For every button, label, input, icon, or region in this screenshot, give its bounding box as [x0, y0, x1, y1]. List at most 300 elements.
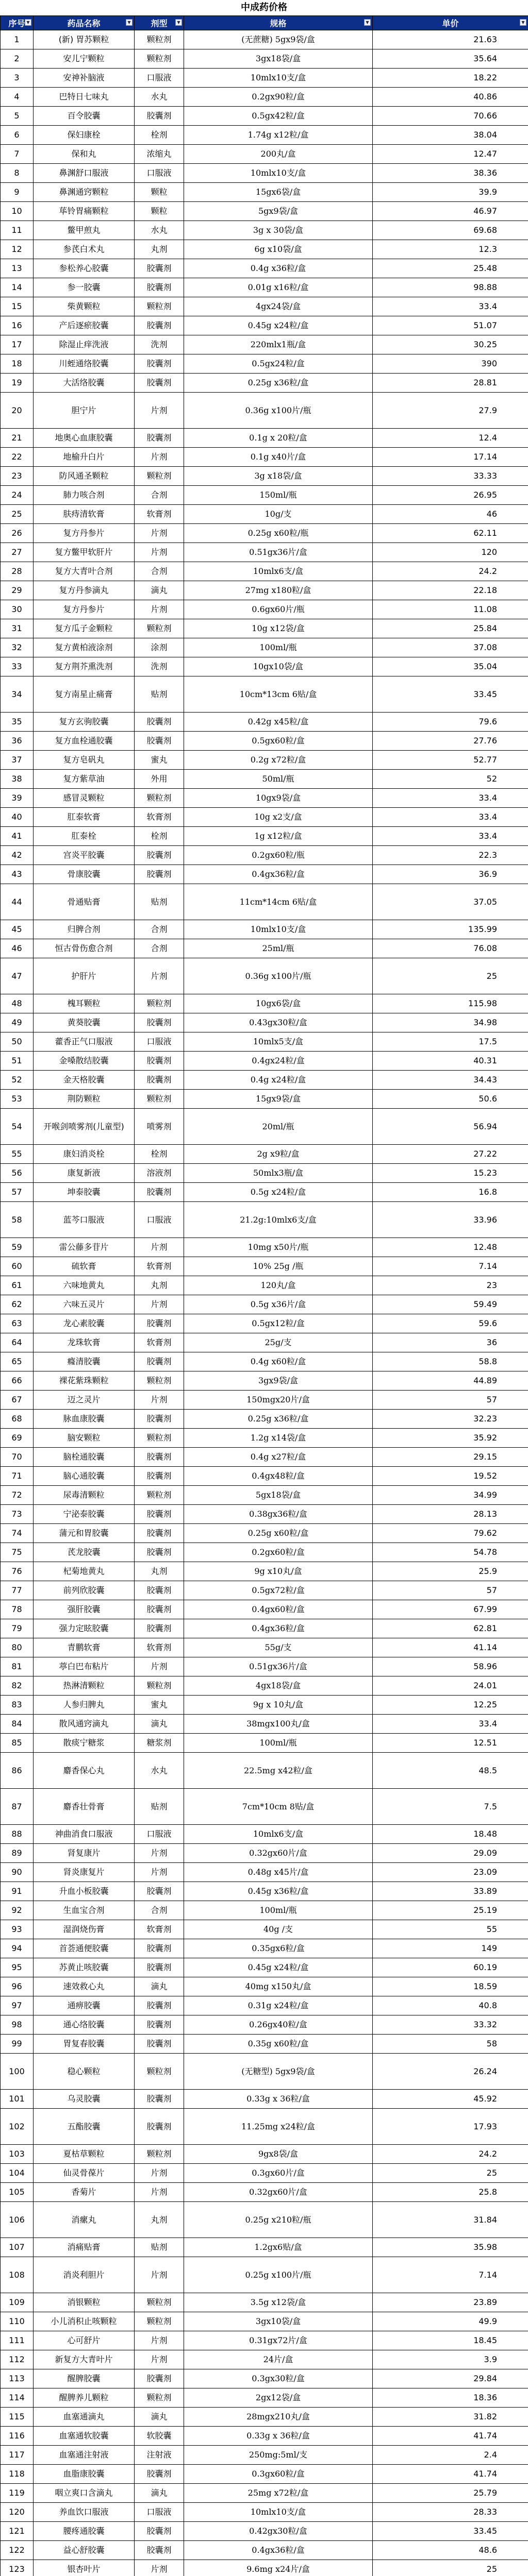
cell-form: 胶囊剂	[135, 107, 184, 126]
cell-name: 百令胶囊	[34, 107, 135, 126]
cell-form: 胶囊剂	[135, 2541, 184, 2560]
cell-price: 40.86	[373, 88, 528, 107]
cell-form: 滴丸	[135, 581, 184, 600]
cell-price: 40.8	[373, 1996, 528, 2015]
cell-spec: 0.4gx48粒/盒	[184, 1467, 373, 1486]
cell-spec: 10mlx6支/盒	[184, 562, 373, 581]
cell-spec: 0.3gx60片/盒	[184, 2164, 373, 2183]
table-row	[1, 2350, 528, 2369]
cell-price: 34.43	[373, 1071, 528, 1090]
cell-no: 98	[1, 2015, 34, 2035]
cell-name: 血塞通滴丸	[34, 2408, 135, 2427]
cell-form: 片剂	[135, 958, 184, 994]
cell-form: 软膏剂	[135, 808, 184, 827]
cell-form: 合剂	[135, 1901, 184, 1920]
cell-name: 尿毒清颗粒	[34, 1486, 135, 1505]
cell-name: 脉血康胶囊	[34, 1410, 135, 1429]
cell-price: 33.4	[373, 827, 528, 846]
filter-dropdown-icon[interactable]: ▼	[364, 19, 371, 26]
cell-name: 升血小板胶囊	[34, 1882, 135, 1901]
cell-name: 防风通圣颗粒	[34, 467, 135, 486]
table-row	[1, 1276, 528, 1295]
cell-price: 15.23	[373, 1164, 528, 1183]
cell-spec: 9g x 10丸/盒	[184, 1696, 373, 1715]
cell-form: 颗粒剂	[135, 297, 184, 316]
cell-spec: 0.2gx60粒/盒	[184, 1543, 373, 1562]
cell-spec: 10mg x50片/瓶	[184, 1238, 373, 1257]
table-row	[1, 2465, 528, 2484]
table-row	[1, 1939, 528, 1958]
cell-form: 胶囊剂	[135, 2015, 184, 2035]
cell-no: 30	[1, 600, 34, 619]
cell-name: 麝香保心丸	[34, 1753, 135, 1789]
cell-form: 软膏剂	[135, 1638, 184, 1657]
cell-no: 57	[1, 1183, 34, 1202]
cell-no: 42	[1, 846, 34, 865]
cell-spec: 7cm*10cm 8贴/盒	[184, 1789, 373, 1825]
cell-spec: 11cm*14cm 6贴/盒	[184, 884, 373, 920]
cell-form: 片剂	[135, 2331, 184, 2350]
cell-spec: 0.32gx60片/盒	[184, 1844, 373, 1863]
cell-price: 33.4	[373, 1715, 528, 1734]
cell-form: 滴丸	[135, 1715, 184, 1734]
table-row	[1, 2446, 528, 2465]
cell-name: 参松养心胶囊	[34, 259, 135, 278]
cell-spec: 5gx18袋/盒	[184, 1486, 373, 1505]
table-row	[1, 429, 528, 448]
cell-name: 藿香正气口服液	[34, 1032, 135, 1052]
cell-no: 115	[1, 2408, 34, 2427]
cell-name: 康复新液	[34, 1164, 135, 1183]
cell-form: 胶囊剂	[135, 1052, 184, 1071]
cell-form: 胶囊剂	[135, 259, 184, 278]
cell-form: 颗粒剂	[135, 1486, 184, 1505]
table-row	[1, 1676, 528, 1696]
cell-price: 17.14	[373, 448, 528, 467]
cell-spec: 0.38gx36粒/盒	[184, 1505, 373, 1524]
cell-no: 116	[1, 2427, 34, 2446]
cell-name: 六味地黄丸	[34, 1276, 135, 1295]
cell-no: 38	[1, 770, 34, 789]
cell-form: 颗粒剂	[135, 1371, 184, 1391]
table-row	[1, 562, 528, 581]
cell-price: 50.6	[373, 1090, 528, 1109]
table-row	[1, 1467, 528, 1486]
cell-price: 3.9	[373, 2350, 528, 2369]
cell-no: 114	[1, 2388, 34, 2408]
cell-price: 35.04	[373, 657, 528, 676]
cell-name: 蒲元和胃胶囊	[34, 1524, 135, 1543]
cell-form: 颗粒剂	[135, 467, 184, 486]
cell-name: 复方丹参片	[34, 524, 135, 543]
cell-name: 五酯胶囊	[34, 2109, 135, 2145]
cell-form: 合剂	[135, 486, 184, 505]
cell-form: 胶囊剂	[135, 1600, 184, 1619]
cell-price: 25.84	[373, 619, 528, 638]
cell-spec: 0.4gx36粒/盒	[184, 865, 373, 884]
cell-price: 58	[373, 2035, 528, 2054]
cell-price: 98.88	[373, 278, 528, 297]
cell-no: 2	[1, 49, 34, 69]
filter-dropdown-icon[interactable]: ▼	[520, 19, 526, 26]
cell-spec: 0.5gx24粒/盒	[184, 354, 373, 374]
table-row	[1, 2015, 528, 2035]
table-row	[1, 1920, 528, 1939]
table-row	[1, 1257, 528, 1276]
table-row	[1, 1202, 528, 1238]
cell-form: 胶囊剂	[135, 1958, 184, 1977]
cell-spec: 10mlx10支/盒	[184, 69, 373, 88]
cell-no: 102	[1, 2109, 34, 2145]
cell-name: 青鹏软膏	[34, 1638, 135, 1657]
cell-spec: 10gx9袋/盒	[184, 789, 373, 808]
table-row	[1, 1958, 528, 1977]
cell-price: 27.22	[373, 1145, 528, 1164]
cell-price: 11.08	[373, 600, 528, 619]
table-row	[1, 1145, 528, 1164]
cell-spec: 0.35g x60粒/盒	[184, 2035, 373, 2054]
table-row	[1, 1901, 528, 1920]
cell-no: 54	[1, 1109, 34, 1145]
cell-price: 51.07	[373, 316, 528, 335]
cell-spec: 100ml/瓶	[184, 1901, 373, 1920]
cell-spec: 0.3gx30粒/盒	[184, 2369, 373, 2388]
cell-price: 35.92	[373, 1429, 528, 1448]
cell-spec: 0.45g x24粒/盒	[184, 316, 373, 335]
cell-name: 龙心素胶囊	[34, 1314, 135, 1333]
cell-price: 33.4	[373, 808, 528, 827]
cell-name: 感冒灵颗粒	[34, 789, 135, 808]
cell-name: 肺力咳合剂	[34, 486, 135, 505]
cell-price: 62.11	[373, 524, 528, 543]
cell-spec: 1.74g x12粒/盒	[184, 126, 373, 145]
cell-form: 胶囊剂	[135, 354, 184, 374]
cell-price: 54.78	[373, 1543, 528, 1562]
cell-spec: 0.5g x24粒/盒	[184, 1183, 373, 1202]
cell-spec: 0.42gx30粒/盒	[184, 2522, 373, 2541]
cell-spec: 28mgx210丸/盒	[184, 2408, 373, 2427]
cell-form: 胶囊剂	[135, 1013, 184, 1032]
table-row	[1, 1581, 528, 1600]
cell-form: 胶囊剂	[135, 316, 184, 335]
cell-spec: 1.2gx6贴/盒	[184, 2238, 373, 2257]
cell-name: 生血宝合剂	[34, 1901, 135, 1920]
table-row	[1, 2035, 528, 2054]
cell-price: 31.82	[373, 2408, 528, 2427]
cell-price: 30.25	[373, 335, 528, 354]
cell-form: 合剂	[135, 939, 184, 958]
cell-spec: 100ml/瓶	[184, 638, 373, 657]
cell-spec: 10mlx10支/盒	[184, 920, 373, 939]
cell-price: 33.4	[373, 789, 528, 808]
cell-no: 76	[1, 1562, 34, 1581]
cell-form: 软膏剂	[135, 505, 184, 524]
cell-price: 56.94	[373, 1109, 528, 1145]
cell-form: 软胶囊	[135, 2427, 184, 2446]
table-row	[1, 1600, 528, 1619]
cell-form: 口服液	[135, 2503, 184, 2522]
filter-dropdown-icon[interactable]: ▼	[25, 19, 31, 26]
cell-form: 颗粒剂	[135, 1090, 184, 1109]
cell-name: 复方丹参滴丸	[34, 581, 135, 600]
cell-form: 片剂	[135, 393, 184, 429]
cell-no: 87	[1, 1789, 34, 1825]
table-row	[1, 1013, 528, 1032]
table-row	[1, 259, 528, 278]
cell-form: 滴丸	[135, 2408, 184, 2427]
cell-no: 31	[1, 619, 34, 638]
cell-form: 颗粒剂	[135, 1676, 184, 1696]
cell-no: 70	[1, 1448, 34, 1467]
cell-form: 浓缩丸	[135, 145, 184, 164]
cell-spec: 10gx10袋/盒	[184, 657, 373, 676]
cell-form: 丸剂	[135, 2202, 184, 2238]
cell-name: 雷公藤多苷片	[34, 1238, 135, 1257]
table-row	[1, 2238, 528, 2257]
cell-name: 复方黄柏液涂剂	[34, 638, 135, 657]
cell-price: 79.6	[373, 713, 528, 732]
filter-dropdown-icon[interactable]: ▼	[126, 19, 133, 26]
cell-price: 38.04	[373, 126, 528, 145]
cell-name: 乌灵胶囊	[34, 2090, 135, 2109]
cell-no: 51	[1, 1052, 34, 1071]
cell-form: 片剂	[135, 2560, 184, 2576]
cell-name: 夏枯草颗粒	[34, 2145, 135, 2164]
cell-name: 前列欣胶囊	[34, 1581, 135, 1600]
cell-spec: 0.4g x36粒/盒	[184, 259, 373, 278]
cell-price: 18.36	[373, 2388, 528, 2408]
cell-spec: 0.45g x24粒/盒	[184, 1958, 373, 1977]
cell-form: 丸剂	[135, 1562, 184, 1581]
table-row	[1, 1071, 528, 1090]
cell-form: 胶囊剂	[135, 429, 184, 448]
cell-name: 葶白巴布粘片	[34, 1657, 135, 1676]
table-row	[1, 1789, 528, 1825]
cell-spec: 10mlx6支/盒	[184, 1825, 373, 1844]
cell-name: 鼻渊通窍颗粒	[34, 183, 135, 202]
table-row	[1, 1295, 528, 1314]
cell-price: 24.01	[373, 1676, 528, 1696]
cell-no: 65	[1, 1352, 34, 1371]
cell-no: 75	[1, 1543, 34, 1562]
cell-spec: 3gx9袋/盒	[184, 1371, 373, 1391]
table-row	[1, 1524, 528, 1543]
table-row	[1, 657, 528, 676]
cell-price: 59.6	[373, 1314, 528, 1333]
table-row	[1, 2388, 528, 2408]
cell-spec: 25g/支	[184, 1333, 373, 1352]
cell-spec: 1g x12粒/盒	[184, 827, 373, 846]
cell-spec: 0.42g x45粒/盒	[184, 713, 373, 732]
cell-form: 胶囊剂	[135, 2035, 184, 2054]
cell-spec: 0.25g x210粒/瓶	[184, 2202, 373, 2238]
cell-name: 香菊片	[34, 2183, 135, 2202]
cell-form: 栓剂	[135, 1145, 184, 1164]
table-row	[1, 2369, 528, 2388]
cell-no: 96	[1, 1977, 34, 1996]
cell-name: 脑安颗粒	[34, 1429, 135, 1448]
cell-form: 软膏剂	[135, 1257, 184, 1276]
cell-name: 人参归脾丸	[34, 1696, 135, 1715]
cell-price: 48.6	[373, 2541, 528, 2560]
cell-no: 44	[1, 884, 34, 920]
cell-spec: 150mgx20片/盒	[184, 1391, 373, 1410]
table-row	[1, 1410, 528, 1429]
header-no	[1, 16, 34, 30]
cell-price: 36.9	[373, 865, 528, 884]
table-row	[1, 770, 528, 789]
cell-spec: 55g/支	[184, 1638, 373, 1657]
cell-spec: 6g x10袋/盒	[184, 240, 373, 259]
price-table	[0, 15, 528, 2576]
cell-no: 13	[1, 259, 34, 278]
cell-form: 水丸	[135, 88, 184, 107]
cell-no: 46	[1, 939, 34, 958]
cell-spec: 0.36g x100片/瓶	[184, 958, 373, 994]
table-row	[1, 1996, 528, 2015]
cell-name: 鼻渊舒口服液	[34, 164, 135, 183]
cell-no: 89	[1, 1844, 34, 1863]
cell-spec: 24片/盒	[184, 2350, 373, 2369]
cell-name: 除湿止痒洗液	[34, 335, 135, 354]
cell-no: 17	[1, 335, 34, 354]
cell-name: 肛泰软膏	[34, 808, 135, 827]
cell-name: 复方南星止痛膏	[34, 676, 135, 713]
table-row	[1, 49, 528, 69]
table-row	[1, 2484, 528, 2503]
cell-form: 片剂	[135, 1844, 184, 1863]
cell-price: 33.96	[373, 1202, 528, 1238]
cell-spec: 25ml/瓶	[184, 939, 373, 958]
cell-spec: 21.2g:10mlx6支/盒	[184, 1202, 373, 1238]
cell-price: 45.92	[373, 2090, 528, 2109]
cell-no: 85	[1, 1734, 34, 1753]
table-row	[1, 88, 528, 107]
cell-form: 丸剂	[135, 1276, 184, 1295]
cell-name: 血塞通软胶囊	[34, 2427, 135, 2446]
cell-form: 片剂	[135, 1295, 184, 1314]
cell-price: 35.98	[373, 2238, 528, 2257]
cell-name: 消银颗粒	[34, 2293, 135, 2312]
table-row	[1, 1314, 528, 1333]
table-row	[1, 30, 528, 49]
cell-spec: 0.01g x16粒/盒	[184, 278, 373, 297]
cell-name: 肾炎康复片	[34, 1863, 135, 1882]
cell-form: 口服液	[135, 69, 184, 88]
cell-name: 神曲消食口服液	[34, 1825, 135, 1844]
table-row	[1, 2090, 528, 2109]
cell-form: 滴丸	[135, 2484, 184, 2503]
cell-name: 苏黄止咳胶囊	[34, 1958, 135, 1977]
cell-price: 12.48	[373, 1238, 528, 1257]
cell-name: 金天格胶囊	[34, 1071, 135, 1090]
cell-form: 片剂	[135, 1391, 184, 1410]
table-row	[1, 69, 528, 88]
cell-price: 135.99	[373, 920, 528, 939]
cell-price: 32.23	[373, 1410, 528, 1429]
cell-spec: 27mg x180粒/盒	[184, 581, 373, 600]
cell-form: 颗粒剂	[135, 789, 184, 808]
cell-name: 骨康胶囊	[34, 865, 135, 884]
cell-price: 69.68	[373, 221, 528, 240]
cell-form: 洗剂	[135, 335, 184, 354]
cell-spec: 0.5g x36片/盒	[184, 1295, 373, 1314]
cell-price: 41.74	[373, 2427, 528, 2446]
header-name	[34, 16, 135, 30]
cell-form: 蜜丸	[135, 1696, 184, 1715]
cell-name: 蓝芩口服液	[34, 1202, 135, 1238]
cell-spec: 20ml/瓶	[184, 1109, 373, 1145]
cell-form: 胶囊剂	[135, 374, 184, 393]
table-row	[1, 524, 528, 543]
cell-no: 20	[1, 393, 34, 429]
cell-no: 37	[1, 751, 34, 770]
filter-dropdown-icon[interactable]: ▼	[175, 19, 182, 26]
cell-name: 消炎利胆片	[34, 2257, 135, 2293]
cell-name: 醒脾胶囊	[34, 2369, 135, 2388]
cell-no: 18	[1, 354, 34, 374]
table-row	[1, 1562, 528, 1581]
cell-no: 67	[1, 1391, 34, 1410]
table-row	[1, 958, 528, 994]
cell-form: 胶囊剂	[135, 732, 184, 751]
cell-name: 迈之灵片	[34, 1391, 135, 1410]
cell-spec: 0.31gx72片/盒	[184, 2331, 373, 2350]
table-row	[1, 1825, 528, 1844]
cell-spec: 0.5gx42粒/盒	[184, 107, 373, 126]
cell-price: 149	[373, 1939, 528, 1958]
table-row	[1, 1638, 528, 1657]
cell-no: 14	[1, 278, 34, 297]
cell-spec: 2gx12袋/盒	[184, 2388, 373, 2408]
cell-spec: 50mlx3瓶/盒	[184, 1164, 373, 1183]
table-row	[1, 2522, 528, 2541]
table-row	[1, 713, 528, 732]
cell-spec: 0.4gx60粒/盒	[184, 1600, 373, 1619]
cell-no: 94	[1, 1939, 34, 1958]
cell-spec: 0.25g x100片/瓶	[184, 2257, 373, 2293]
cell-price: 25.8	[373, 2183, 528, 2202]
table-row	[1, 1164, 528, 1183]
cell-price: 33.45	[373, 676, 528, 713]
cell-name: 复方荆芥熏洗剂	[34, 657, 135, 676]
cell-spec: 0.35gx6粒/盒	[184, 1939, 373, 1958]
cell-price: 18.45	[373, 2331, 528, 2350]
cell-price: 33.89	[373, 1882, 528, 1901]
cell-form: 颗粒剂	[135, 2312, 184, 2331]
cell-spec: 0.32gx60片/盒	[184, 2183, 373, 2202]
cell-spec: 0.51gx36片/盒	[184, 1657, 373, 1676]
cell-price: 38.36	[373, 164, 528, 183]
table-row	[1, 865, 528, 884]
cell-form: 滴丸	[135, 1977, 184, 1996]
cell-form: 片剂	[135, 2257, 184, 2293]
cell-price: 2.4	[373, 2446, 528, 2465]
cell-form: 片剂	[135, 1863, 184, 1882]
cell-no: 4	[1, 88, 34, 107]
cell-name: 肛泰栓	[34, 827, 135, 846]
cell-form: 片剂	[135, 2164, 184, 2183]
table-row	[1, 1238, 528, 1257]
table-row	[1, 1715, 528, 1734]
cell-name: 胆宁片	[34, 393, 135, 429]
cell-no: 40	[1, 808, 34, 827]
cell-no: 82	[1, 1676, 34, 1696]
cell-name: 宁泌泰胶囊	[34, 1505, 135, 1524]
cell-price: 18.59	[373, 1977, 528, 1996]
cell-no: 79	[1, 1619, 34, 1638]
cell-price: 59.49	[373, 1295, 528, 1314]
